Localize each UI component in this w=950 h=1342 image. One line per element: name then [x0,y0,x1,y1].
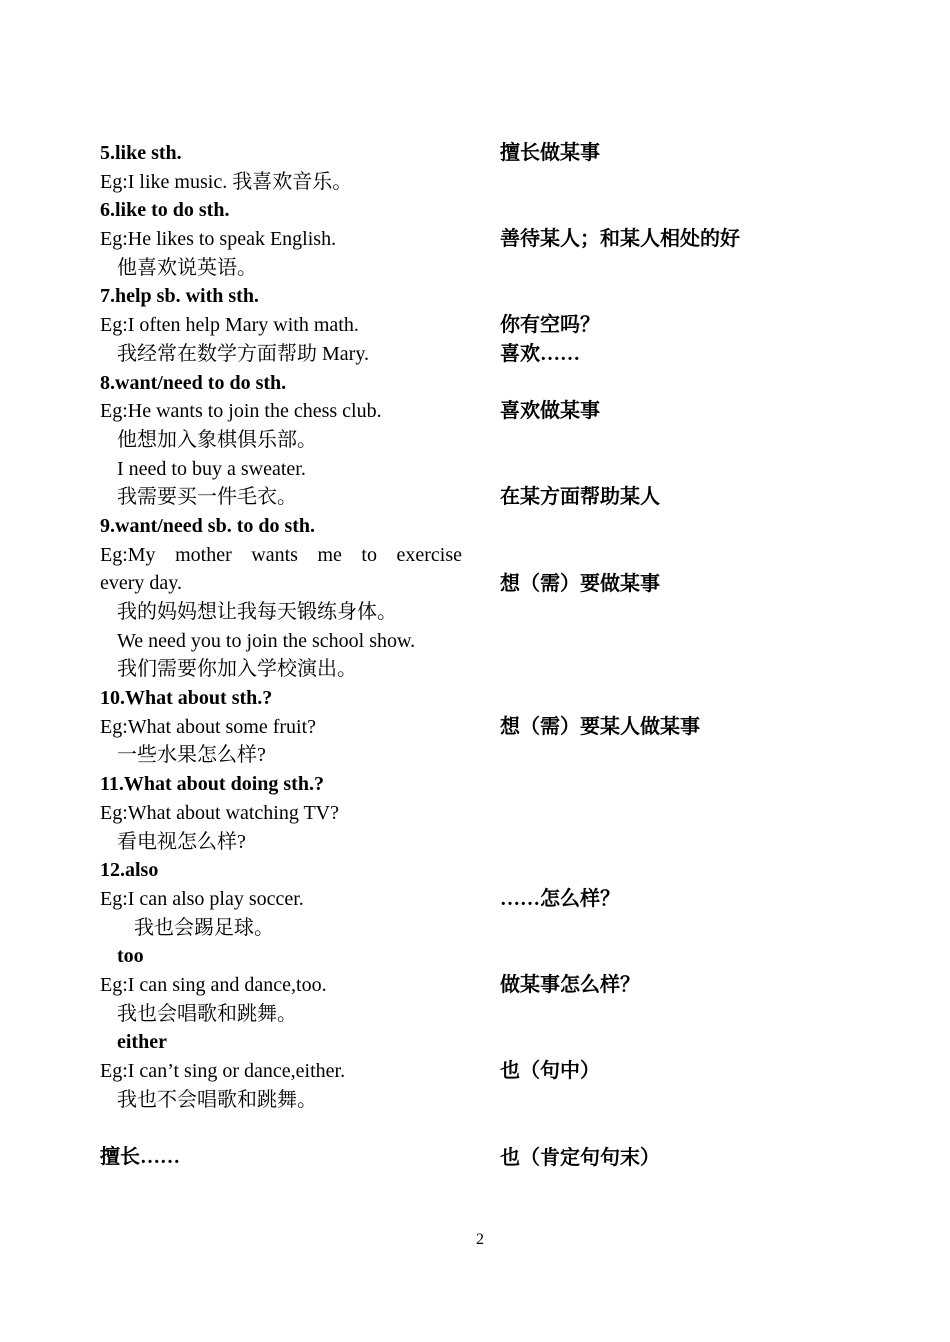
text-line: Eg:I can sing and dance,too. [100,973,327,996]
text-line: 我也不会唱歌和跳舞。 [117,1088,317,1111]
page-number: 2 [476,1231,484,1248]
text-line: 我也会踢足球。 [134,916,274,939]
section-heading: 擅长…… [100,1146,180,1169]
section-heading: 6.like to do sth. [100,199,230,222]
text-line: 一些水果怎么样? [117,744,266,767]
text-line: 我经常在数学方面帮助 Mary. [117,342,370,365]
phrase-meaning: 擅长做某事 [500,142,600,164]
text-line: 他想加入象棋俱乐部。 [117,428,317,451]
text-line: 我需要买一件毛衣。 [117,486,297,509]
section-heading: too [117,945,144,968]
text-line: Eg:What about some fruit? [100,715,317,738]
text-line: Eg:I like music. 我喜欢音乐。 [100,170,353,193]
phrase-meaning: 喜欢做某事 [500,400,600,423]
section-heading: 5.like sth. [100,142,182,164]
section-heading: 11.What about doing sth.? [100,773,324,796]
phrase-meaning: 在某方面帮助某人 [500,486,660,509]
phrase-meaning: 善待某人；和某人相处的好 [500,228,740,251]
section-heading: 7.help sb. with sth. [100,285,259,308]
phrase-meaning: 也（句中） [500,1060,600,1083]
text-line: Eg:I can also play soccer. [100,887,304,910]
text-line: I need to buy a sweater. [117,457,306,480]
section-heading: either [117,1031,167,1054]
section-heading: 9.want/need sb. to do sth. [100,514,316,537]
text-line: 看电视怎么样? [117,830,246,853]
section-heading: 10.What about sth.? [100,687,273,710]
phrase-meaning: ……怎么样？ [500,888,620,911]
text-line: 我也会唱歌和跳舞。 [117,1002,297,1025]
left-column [100,139,462,1172]
text-line: Eg:He wants to join the chess club. [100,400,382,423]
text-line: Eg:My mother wants me to exercise [100,543,462,566]
text-line: Eg:What about watching TV? [100,801,340,824]
text-line: 我的妈妈想让我每天锻练身体。 [117,601,397,623]
phrase-meaning: 做某事怎么样？ [500,974,640,997]
phrase-meaning: 想（需）要做某事 [500,572,660,595]
section-heading: 12.also [100,859,159,882]
text-line: every day. [100,572,182,595]
phrase-meaning: 你有空吗？ [500,314,600,337]
phrase-meaning: 喜欢…… [500,342,580,365]
text-line: Eg:I can’t sing or dance,either. [100,1060,346,1082]
text-line: We need you to join the school show. [117,629,416,652]
section-heading: 8.want/need to do sth. [100,371,287,394]
text-line: 他喜欢说英语。 [117,256,257,279]
text-line: 我们需要你加入学校演出。 [117,658,357,681]
text-line: Eg:He likes to speak English. [100,228,337,251]
text-line: Eg:I often help Mary with math. [100,314,359,337]
blank-line [100,1114,462,1143]
phrase-meaning: 想（需）要某人做某事 [500,716,700,738]
phrase-meaning: 也（肯定句句末） [500,1146,660,1169]
